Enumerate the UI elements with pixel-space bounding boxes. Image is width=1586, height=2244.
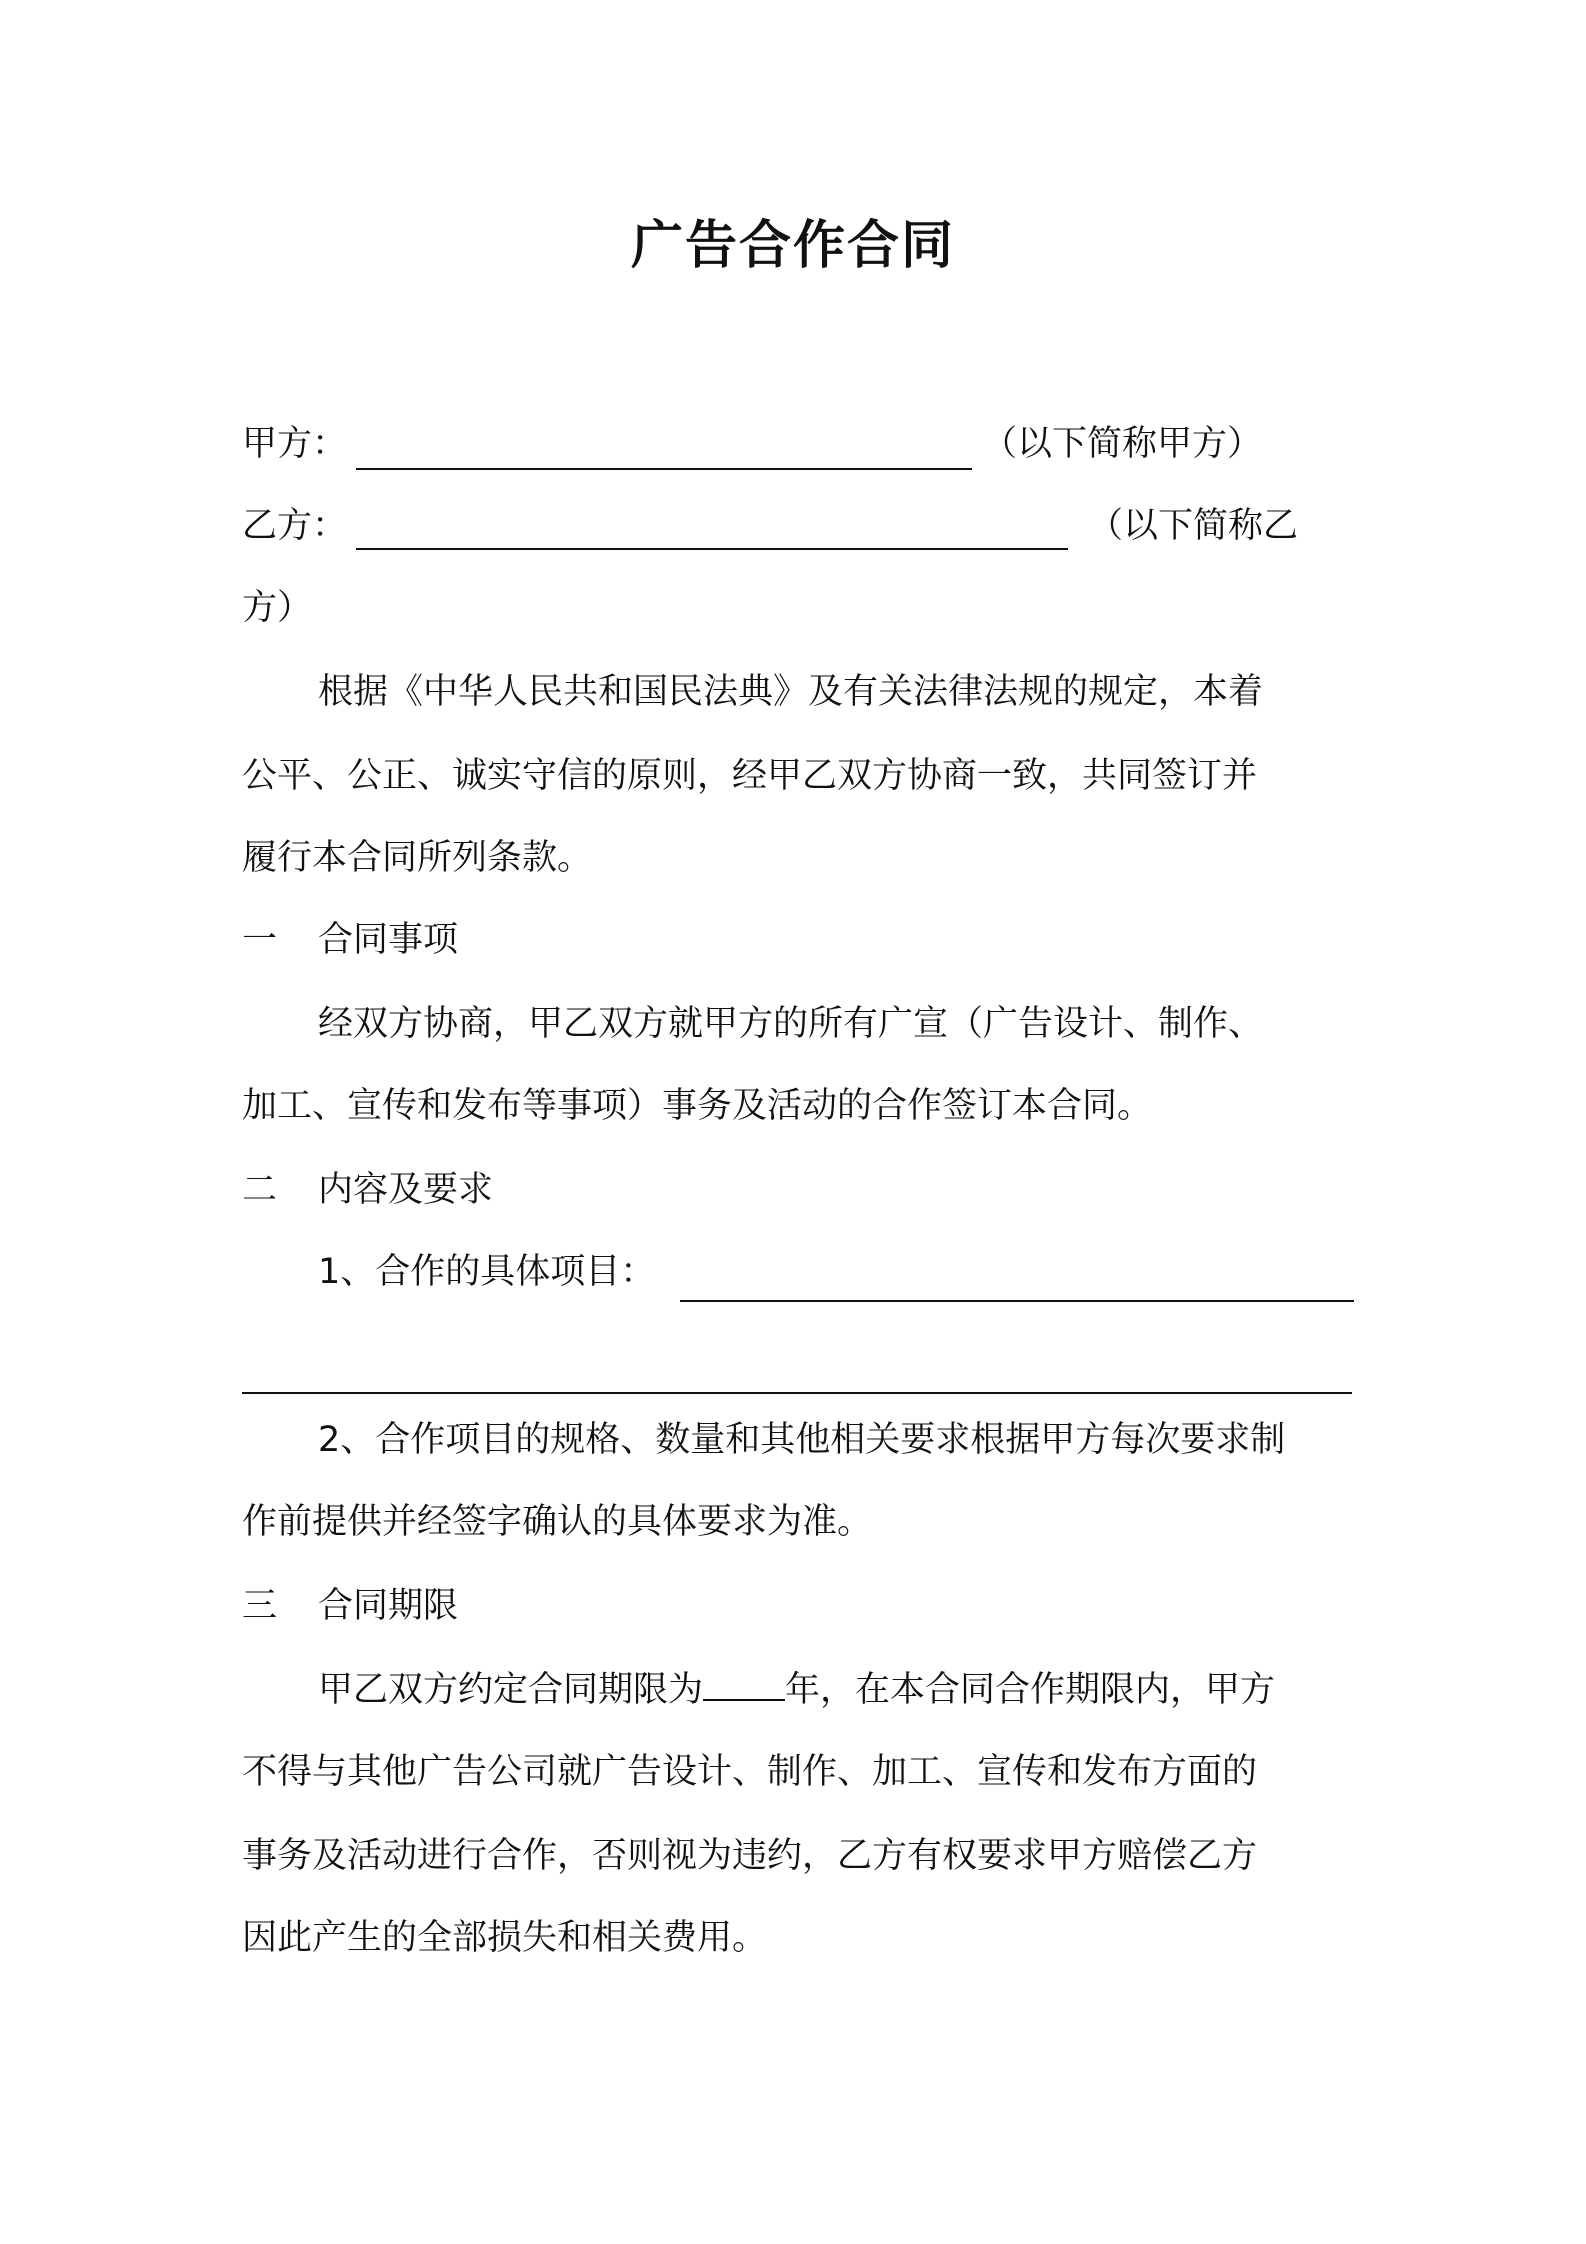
section-number: 二 (242, 1170, 278, 1210)
party-a-blank-line[interactable] (356, 468, 972, 470)
section-heading (242, 914, 458, 966)
section-heading (242, 1164, 493, 1216)
section-paragraph-line: 事务及活动进行合作，否则视为违约，乙方有权要求甲方赔偿乙方 (242, 1836, 1258, 1876)
party-b-suffix: （以下简称乙 (1088, 506, 1299, 546)
section-title: 合同期限 (318, 1586, 459, 1626)
term-suffix: 年，在本合同合作期限内，甲方 (785, 1670, 1276, 1710)
item-2-line: 2、合作项目的规格、数量和其他相关要求根据甲方每次要求制 (318, 1420, 1286, 1460)
party-a-label: 甲方： (242, 424, 348, 464)
party-b-suffix-wrap: 方） (242, 588, 313, 628)
term-years-blank[interactable] (703, 1669, 785, 1701)
preamble-line: 履行本合同所列条款。 (242, 838, 593, 878)
item-1-blank-line-2[interactable] (242, 1392, 1352, 1394)
section-heading (242, 1580, 458, 1632)
term-line (318, 1664, 1275, 1716)
section-number: 三 (242, 1586, 278, 1626)
section-paragraph-line: 因此产生的全部损失和相关费用。 (242, 1918, 768, 1958)
preamble-line: 根据《中华人民共和国民法典》及有关法律法规的规定，本着 (318, 672, 1264, 712)
party-b-blank-line[interactable] (356, 548, 1068, 550)
preamble-line: 公平、公正、诚实守信的原则，经甲乙双方协商一致，共同签订并 (242, 756, 1258, 796)
document-title: 广告合作合同 (630, 216, 955, 276)
section-title: 内容及要求 (318, 1170, 494, 1210)
party-b-label: 乙方： (242, 506, 348, 546)
section-number: 一 (242, 920, 278, 960)
section-paragraph-line: 不得与其他广告公司就广告设计、制作、加工、宣传和发布方面的 (242, 1752, 1258, 1792)
term-prefix: 甲乙双方约定合同期限为 (318, 1670, 704, 1710)
item-2-line: 作前提供并经签字确认的具体要求为准。 (242, 1502, 873, 1542)
item-1-blank-line[interactable] (680, 1300, 1354, 1302)
party-a-suffix: （以下简称甲方） (982, 424, 1263, 464)
section-title: 合同事项 (318, 920, 459, 960)
section-paragraph-line: 加工、宣传和发布等事项）事务及活动的合作签订本合同。 (242, 1086, 1153, 1126)
item-1-label: 1、合作的具体项目： (318, 1252, 656, 1292)
section-paragraph-line: 经双方协商，甲乙双方就甲方的所有广宣（广告设计、制作、 (318, 1004, 1264, 1044)
